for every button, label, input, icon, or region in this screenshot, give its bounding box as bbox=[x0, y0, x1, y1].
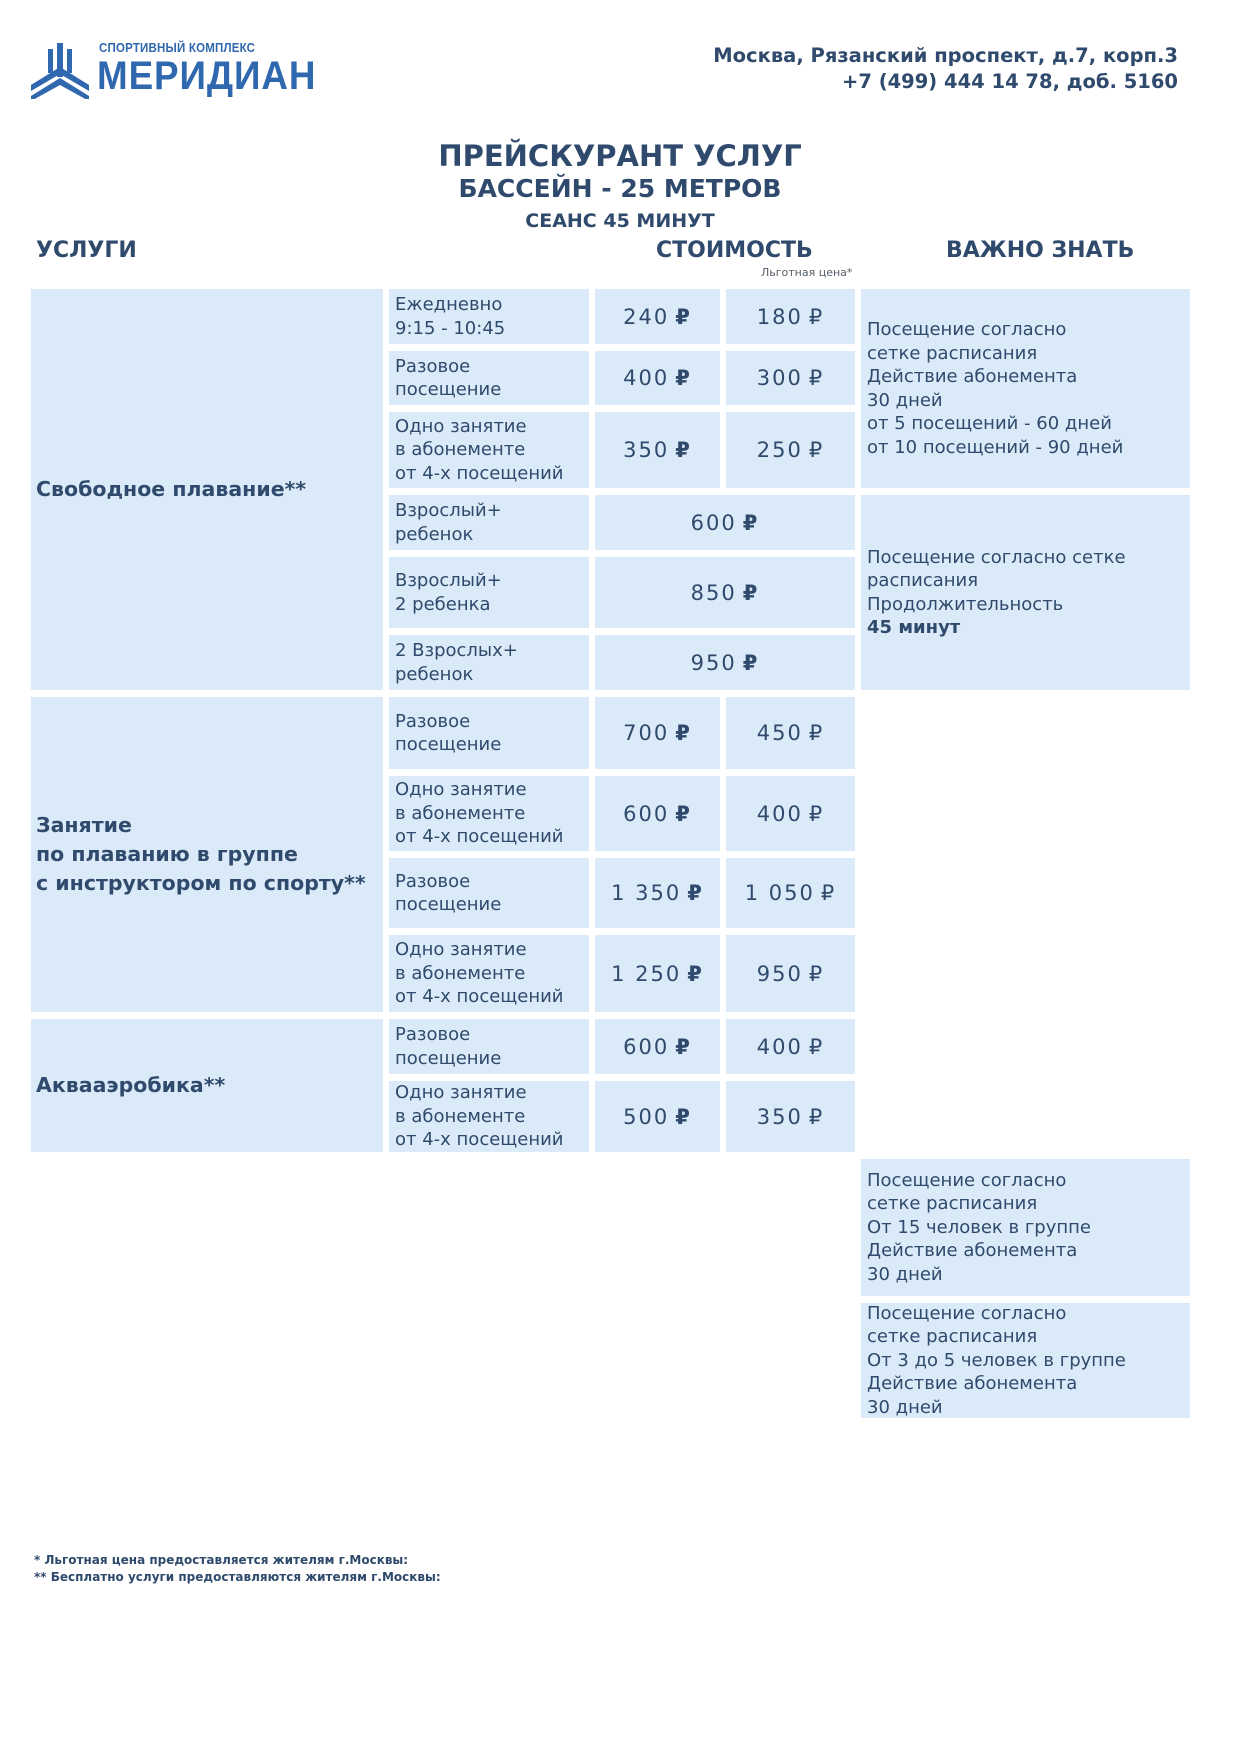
note-line: От 15 человек в группе bbox=[867, 1216, 1091, 1238]
discount-price-cell bbox=[726, 412, 855, 488]
discount-price-cell bbox=[726, 697, 855, 769]
contact-info bbox=[713, 43, 1178, 95]
ruble-sign: ₽ bbox=[808, 1034, 825, 1059]
price-cell bbox=[595, 557, 855, 628]
note-line: 45 минут bbox=[867, 617, 961, 638]
service-name: Занятие по плаванию в группе с инструктором по спорту** bbox=[31, 697, 383, 1012]
price-cell bbox=[595, 351, 720, 405]
ruble-sign: ₽ bbox=[742, 510, 760, 535]
note-line: сетке расписания bbox=[867, 342, 1038, 364]
price-cell bbox=[595, 935, 720, 1012]
ruble-sign: ₽ bbox=[687, 881, 704, 905]
note-line: 30 дней bbox=[867, 1396, 943, 1418]
note-line: 30 дней bbox=[867, 1263, 943, 1285]
page-title: ПРЕЙСКУРАНТ УСЛУГ bbox=[438, 139, 802, 173]
service-name: Аквааэробика** bbox=[31, 1019, 383, 1152]
price-value: 450 bbox=[756, 721, 803, 745]
logo-caption: СПОРТИВНЫЙ КОМПЛЕКС bbox=[99, 42, 256, 56]
price-cell bbox=[595, 495, 855, 550]
ruble-sign: ₽ bbox=[675, 1104, 692, 1129]
price-value: 600 bbox=[623, 801, 670, 826]
discount-price-cell bbox=[726, 351, 855, 405]
service-option: Разовое посещение bbox=[389, 351, 589, 405]
price-value: 1 250 bbox=[611, 961, 682, 986]
ruble-sign: ₽ bbox=[808, 1104, 825, 1129]
service-option: Разовое посещение bbox=[389, 1019, 589, 1074]
price-value: 350 bbox=[756, 1104, 803, 1129]
footnotes bbox=[34, 1552, 1214, 1586]
price-value: 500 bbox=[623, 1104, 670, 1129]
column-header-important: ВАЖНО ЗНАТЬ bbox=[946, 238, 1135, 263]
footnote-free-title: ** Бесплатно услуги предоставляются жителям г.Москвы: bbox=[34, 1570, 441, 1584]
ruble-sign: ₽ bbox=[675, 721, 692, 745]
price-value: 350 bbox=[623, 438, 670, 462]
note-line: Посещение согласно bbox=[867, 1169, 1067, 1191]
note-line: сетке расписания bbox=[867, 1326, 1038, 1348]
price-cell bbox=[595, 1081, 720, 1152]
service-option: 2 Взрослых+ ребенок bbox=[389, 635, 589, 690]
ruble-sign: ₽ bbox=[675, 366, 692, 390]
note-line: Действие абонемента bbox=[867, 366, 1078, 387]
note-line: от 5 посещений - 60 дней bbox=[867, 413, 1112, 434]
price-cell bbox=[595, 289, 720, 344]
ruble-sign: ₽ bbox=[687, 961, 704, 986]
ruble-sign: ₽ bbox=[808, 721, 825, 745]
price-value: 1 350 bbox=[611, 881, 682, 905]
page-subtitle: БАССЕЙН - 25 МЕТРОВ bbox=[458, 174, 782, 203]
important-note bbox=[861, 1159, 1190, 1296]
note-line: расписания bbox=[867, 570, 979, 591]
price-value: 180 bbox=[756, 304, 803, 329]
price-cell bbox=[595, 1019, 720, 1074]
discount-price-label: Льготная цена* bbox=[761, 266, 853, 279]
important-note bbox=[861, 289, 1190, 488]
service-option: Ежедневно 9:15 - 10:45 bbox=[389, 289, 589, 344]
service-option: Одно занятие в абонементе от 4-х посещений bbox=[389, 776, 589, 851]
price-cell bbox=[595, 697, 720, 769]
price-value: 400 bbox=[756, 1034, 803, 1059]
note-line: Продолжительность bbox=[867, 593, 1064, 615]
price-cell bbox=[595, 858, 720, 928]
service-name: Свободное плавание** bbox=[31, 289, 383, 690]
meridian-logo-icon bbox=[31, 41, 89, 99]
note-line: сетке расписания bbox=[867, 1193, 1038, 1215]
price-value: 240 bbox=[623, 304, 670, 329]
ruble-sign: ₽ bbox=[742, 580, 760, 605]
service-option: Взрослый+ 2 ребенка bbox=[389, 557, 589, 628]
note-line: Посещение согласно bbox=[867, 319, 1067, 340]
ruble-sign: ₽ bbox=[675, 304, 692, 329]
discount-price-cell bbox=[726, 1019, 855, 1074]
note-line: От 3 до 5 человек в группе bbox=[867, 1349, 1126, 1371]
note-line: Посещение согласно bbox=[867, 1302, 1067, 1324]
logo bbox=[31, 37, 317, 107]
price-value: 700 bbox=[623, 721, 670, 745]
note-line: Действие абонемента bbox=[867, 1240, 1078, 1262]
column-header-services: УСЛУГИ bbox=[36, 238, 137, 263]
ruble-sign: ₽ bbox=[820, 881, 837, 905]
price-value: 600 bbox=[623, 1034, 670, 1059]
price-value: 400 bbox=[623, 366, 670, 390]
discount-price-cell bbox=[726, 289, 855, 344]
service-option: Одно занятие в абонементе от 4-х посещений bbox=[389, 935, 589, 1012]
service-option: Одно занятие в абонементе от 4-х посещений bbox=[389, 412, 589, 488]
note-line: Посещение согласно сетке bbox=[867, 546, 1126, 568]
ruble-sign: ₽ bbox=[808, 801, 825, 826]
ruble-sign: ₽ bbox=[675, 438, 692, 462]
column-header-cost: СТОИМОСТЬ bbox=[656, 238, 813, 263]
price-value: 950 bbox=[756, 961, 803, 986]
price-cell bbox=[595, 776, 720, 851]
phone: +7 (499) 444 14 78, доб. 5160 bbox=[842, 70, 1178, 93]
important-note bbox=[861, 1303, 1190, 1418]
price-value: 300 bbox=[756, 366, 803, 390]
discount-price-cell bbox=[726, 776, 855, 851]
logo-name: МЕРИДИАН bbox=[97, 54, 317, 98]
price-value: 950 bbox=[690, 650, 737, 675]
note-line: от 10 посещений - 90 дней bbox=[867, 436, 1124, 458]
price-value: 1 050 bbox=[744, 881, 815, 905]
price-value: 250 bbox=[756, 438, 803, 462]
price-value: 400 bbox=[756, 801, 803, 826]
important-note bbox=[861, 495, 1190, 690]
ruble-sign: ₽ bbox=[808, 438, 825, 462]
ruble-sign: ₽ bbox=[808, 304, 825, 329]
service-option: Взрослый+ ребенок bbox=[389, 495, 589, 550]
service-option: Разовое посещение bbox=[389, 858, 589, 928]
discount-price-cell bbox=[726, 935, 855, 1012]
ruble-sign: ₽ bbox=[808, 366, 825, 390]
discount-price-cell bbox=[726, 858, 855, 928]
address: Москва, Рязанский проспект, д.7, корп.3 bbox=[713, 44, 1178, 67]
footnote-discount-title: * Льготная цена предоставляется жителям г.Москвы: bbox=[34, 1553, 409, 1567]
price-value: 850 bbox=[690, 580, 737, 605]
price-cell bbox=[595, 635, 855, 690]
session-length: СЕАНС 45 МИНУТ bbox=[525, 210, 715, 232]
price-cell bbox=[595, 412, 720, 488]
service-option: Одно занятие в абонементе от 4-х посещений bbox=[389, 1081, 589, 1152]
ruble-sign: ₽ bbox=[742, 650, 760, 675]
ruble-sign: ₽ bbox=[675, 801, 692, 826]
ruble-sign: ₽ bbox=[675, 1034, 692, 1059]
note-line: Действие абонемента bbox=[867, 1373, 1078, 1395]
service-option: Разовое посещение bbox=[389, 697, 589, 769]
ruble-sign: ₽ bbox=[808, 961, 825, 986]
discount-price-cell bbox=[726, 1081, 855, 1152]
price-value: 600 bbox=[690, 510, 737, 535]
note-line: 30 дней bbox=[867, 389, 943, 411]
